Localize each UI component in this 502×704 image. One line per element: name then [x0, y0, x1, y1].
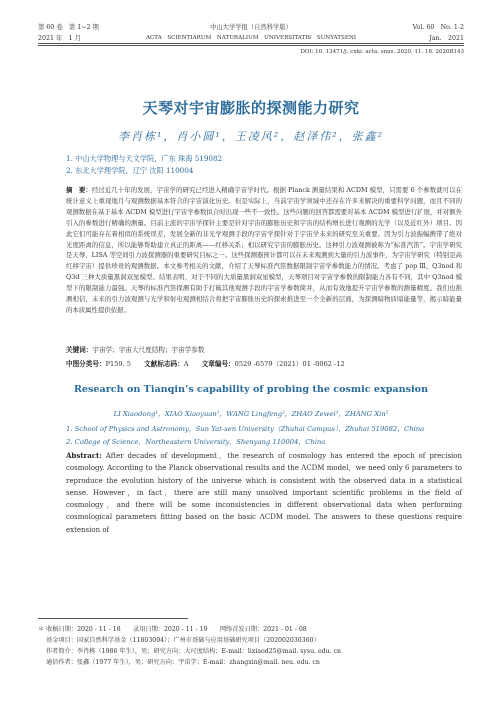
doc-code-label: 文献标志码：: [144, 360, 184, 368]
title-cn: 天琴对宇宙膨胀的探测能力研究: [142, 99, 360, 117]
clc-value: P159. 5: [105, 360, 131, 368]
header-volume-cn: 第 60 卷 第 1~2 期: [38, 24, 99, 31]
clc-label: 中图分类号：: [66, 360, 106, 368]
abstract-en-label: Abstract:: [66, 451, 102, 460]
classification-cn: [66, 358, 345, 368]
footnote-corresponding: 通信作者：张鑫（1977 年生），男；研究方向：宇宙学；E-mail：zhangxin@mail. neu. edu. cn: [46, 659, 320, 666]
header-rule-top: [38, 43, 464, 44]
keywords-cn-label: 关键词：: [66, 346, 93, 354]
article-no-value: 0529 -6579（2021）01 -0062 -12: [234, 360, 345, 368]
authors-cn: 李肖栋¹，肖小圆¹，王凌风²，赵泽伟²，张鑫²: [117, 130, 385, 143]
footnote-author-bio: 作者简介：李肖栋（1986 年生），男；研究方向：大尺度结构；E-mail：lixiaod25@mail. sysu. edu. cn: [46, 648, 341, 655]
abstract-en: [66, 450, 462, 536]
footnote-funding: 基金项目：国家自然科学基金（11803094）；广州市基础与应用基础研究项目（202002030360）: [46, 637, 320, 644]
abstract-cn: [66, 185, 462, 316]
footnote-dates: ＊ 收稿日期：2020 - 11 - 18 录用日期：2020 - 11 - 19 网络首发日期：2021 - 01 - 08: [38, 626, 307, 633]
header-journal-en: ACTA SCIENTIARUM NATURALIUM UNIVERSITATIS SUNYATSENI: [145, 35, 357, 41]
affiliation-en-1: 1. School of Physics and Astronomy，Sun Yat-sen University（Zhuhai Campus），Zhuhai 519082，China: [66, 425, 425, 433]
header-rule-bottom: [38, 45, 464, 46]
keywords-cn-text: 宇宙学；宇宙大尺度结构；宇宙学参数: [92, 346, 205, 354]
affiliation-en-2: 2. College of Science，Northeastern University，Shenyang 110004，China: [66, 438, 326, 446]
affiliation-cn-1: 1. 中山大学物理与天文学院，广东 珠海 519082: [66, 154, 223, 163]
authors-en: LI Xiaodong¹，XIAO Xiaoyuan¹，WANG Lingfeng²，ZHAO Zewei²，ZHANG Xin²: [113, 410, 389, 418]
doc-code-value: A: [183, 360, 189, 368]
header-volume-en: Vol. 60 No. 1-2: [412, 24, 464, 31]
abstract-cn-text: 经过近几十年的发展，宇宙学的研究已经进入精确宇宙学时代。根据 Planck 测量结果和 ΛCDM 模型，只需要 6 个参数就可以在统计意义上重现地月与观测数据基本符合的宇宙演化历史。但是实际上，当前宇宙学领域中还存在许多来解决的重要科学问题，而且不同的观测数据在基于基本 ΛCDM 模型进行宇宙学参数拟合时出现一些不一致性。这些问题的回答都需要对基本 ΛCDM 模型进行扩展，并对额外引入的参数进行精确的测量。目前主流的宇宙学探针主要是针对宇宙的膨胀历史和宇宙的结构增长进行观测的光学（以及近红外）项目。因此它们可能存在着相似的系统误差，发展全新的非光学观测手段的宇宙学探针对于宇宙学未来的研究至关重要。因为引力波振幅携带了绝对光度距离的信息，所以能够帮助建立真正的距离——红移关系；相以研究宇宙的膨胀历史。这种引力波观测被称为“标准汽笛”。宇宙学研究是天琴、LISA 等空间引力波探测器的重要研究目标之一。这些探测器预计都可以在未来观测到大量的引力波事件，为宇宙学研究（特别是高红移宇宙）提供珍贵的观测数据。本文参考相关的文献，介绍了天琴标准汽笛数据限制宇宙学参数能力的情况。考虑了 pop Ⅲ、Q3nod 和 Q3d 三种大质量黑洞双星模型。结果表明，对于不同的大质量黑洞双星模型，天琴项目对宇宙学参数的限制能力各有不同，其中 Q3nod 模型下的限制能力最强。天琴的标准汽笛探测有助于打破其他观测手段的宇宙学参数简并，从而有效地提升宇宙学参数的测量精度。我们也推测相信，未来的引力波观测与光学和射电观测相结合将把宇宙膨胀历史的探索推进至一个全新的层面，为探测暗物质暗能量等，揭示暗能量的本质属性提供依据。: [66, 186, 462, 314]
doi: DOI: 10. 13471/j. cnki. acta. snus. 2020. 11. 18. 2020B143: [300, 49, 464, 55]
abstract-en-text: After decades of development，the research of cosmology has entered the epoch of precision cosmology. According to the Planck observational results and the ΛCDM model，we need only 6 parameters to reproduce the evolution history of the universe which is consistent with the observed data in a statistical sense. However，in fact，there are still many unsolved important scientific problems in the field of cosmology，and there will be some inconsistencies in different observational data when performing cosmological parameters fitting based on the basic ΛCDM model. The answers to these questions require extension of: [66, 452, 463, 534]
header-year-cn: 2021 年 1 月: [38, 35, 81, 42]
article-no-label: 文章编号：: [201, 360, 235, 368]
abstract-cn-label: 摘 要：: [66, 186, 92, 194]
header-journal-cn: 中山大学学报（自然科学版）: [210, 24, 292, 31]
header-date-en: Jan. 2021: [429, 35, 464, 42]
title-en: Research on Tianqin’s capability of probing the cosmic expansion: [73, 384, 429, 395]
footnote-rule: [38, 618, 188, 619]
affiliation-cn-2: 2. 东北大学理学院，辽宁 沈阳 110004: [66, 166, 194, 175]
keywords-cn: [66, 344, 204, 354]
